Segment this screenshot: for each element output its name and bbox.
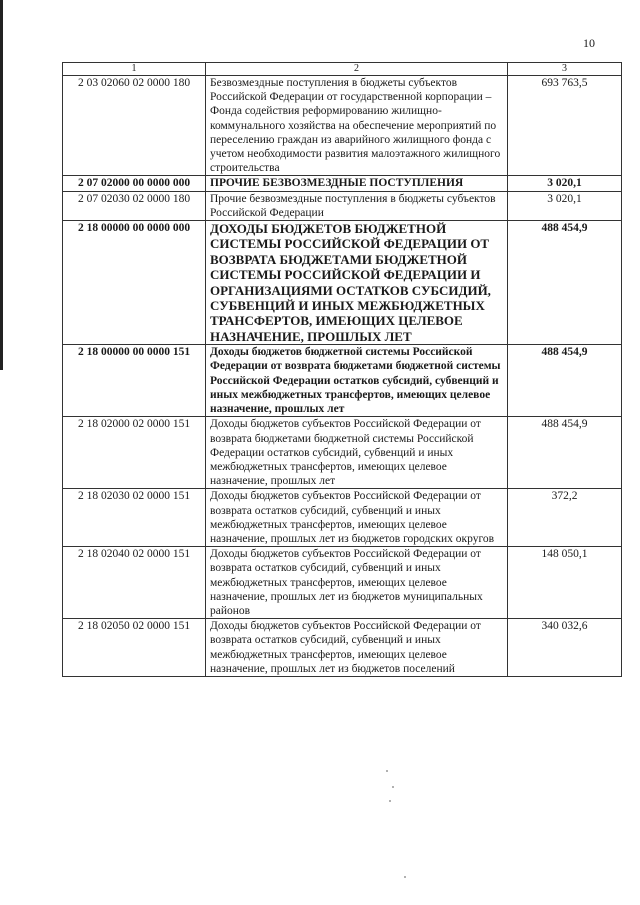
scan-speck xyxy=(392,786,394,788)
item-name-cell: Доходы бюджетов субъектов Российской Федерации от возврата остатков субсидий, субвенций и иных межбюджетных трансфертов, имеющих целевое назначение, прошлых лет из бюджетов муниципальных районов xyxy=(206,547,508,619)
amount-cell: 3 020,1 xyxy=(508,176,622,191)
item-name-cell: Доходы бюджетов субъектов Российской Федерации от возврата остатков субсидий, субвенций и иных межбюджетных трансфертов, имеющих целевое назначение, прошлых лет из бюджетов городских округов xyxy=(206,489,508,547)
revenue-table xyxy=(62,62,622,677)
item-name-cell: Доходы бюджетов субъектов Российской Федерации от возврата бюджетами бюджетной системы Российской Федерации остатков субсидий, субвенций и иных межбюджетных трансфертов, имеющих целевое назначение, прошлых лет xyxy=(206,417,508,489)
budget-code-cell: 2 18 00000 00 0000 000 xyxy=(63,221,206,345)
scan-speck xyxy=(386,770,388,772)
item-name-cell: ПРОЧИЕ БЕЗВОЗМЕЗДНЫЕ ПОСТУПЛЕНИЯ xyxy=(206,176,508,191)
table-row xyxy=(63,619,622,677)
amount-cell: 3 020,1 xyxy=(508,191,622,220)
table-row xyxy=(63,547,622,619)
column-number: 2 xyxy=(206,63,508,76)
scan-edge-mark xyxy=(0,0,3,370)
budget-code-cell: 2 18 02040 02 0000 151 xyxy=(63,547,206,619)
amount-cell: 693 763,5 xyxy=(508,76,622,176)
amount-cell: 488 454,9 xyxy=(508,345,622,417)
table-row xyxy=(63,176,622,191)
item-name-cell: Безвозмездные поступления в бюджеты субъектов Российской Федерации от государственной корпорации – Фонда содействия реформированию жилищно-коммунального хозяйства на обеспечение мероприятий по переселению граждан из аварийного жилищного фонда с учетом необходимости развития малоэтажного жилищного строительства xyxy=(206,76,508,176)
amount-cell: 340 032,6 xyxy=(508,619,622,677)
item-name-cell: Прочие безвозмездные поступления в бюджеты субъектов Российской Федерации xyxy=(206,191,508,220)
table-row xyxy=(63,417,622,489)
table-row xyxy=(63,221,622,345)
budget-code-cell: 2 18 02030 02 0000 151 xyxy=(63,489,206,547)
budget-code-cell: 2 07 02030 02 0000 180 xyxy=(63,191,206,220)
table-row xyxy=(63,76,622,176)
amount-cell: 372,2 xyxy=(508,489,622,547)
budget-code-cell: 2 03 02060 02 0000 180 xyxy=(63,76,206,176)
table-row xyxy=(63,489,622,547)
scan-speck xyxy=(389,800,391,802)
amount-cell: 488 454,9 xyxy=(508,221,622,345)
amount-cell: 148 050,1 xyxy=(508,547,622,619)
table-row xyxy=(63,345,622,417)
scan-speck xyxy=(404,876,406,878)
page-number: 10 xyxy=(583,36,595,50)
budget-code-cell: 2 18 02050 02 0000 151 xyxy=(63,619,206,677)
table-row xyxy=(63,191,622,220)
item-name-cell: Доходы бюджетов бюджетной системы Российской Федерации от возврата бюджетами бюджетной системы Российской Федерации остатков субсидий, субвенций и иных межбюджетных трансфертов, имеющих целевое назначение, прошлых лет xyxy=(206,345,508,417)
item-name-cell: ДОХОДЫ БЮДЖЕТОВ БЮДЖЕТНОЙ СИСТЕМЫ РОССИЙСКОЙ ФЕДЕРАЦИИ ОТ ВОЗВРАТА БЮДЖЕТАМИ БЮДЖЕТНОЙ СИСТЕМЫ РОССИЙСКОЙ ФЕДЕРАЦИИ И ОРГАНИЗАЦИЯМИ ОСТАТКОВ СУБСИДИЙ, СУБВЕНЦИЙ И ИНЫХ МЕЖБЮДЖЕТНЫХ ТРАНСФЕРТОВ, ИМЕЮЩИХ ЦЕЛЕВОЕ НАЗНАЧЕНИЕ, ПРОШЛЫХ ЛЕТ xyxy=(206,221,508,345)
column-number: 1 xyxy=(63,63,206,76)
amount-cell: 488 454,9 xyxy=(508,417,622,489)
budget-code-cell: 2 18 00000 00 0000 151 xyxy=(63,345,206,417)
budget-code-cell: 2 18 02000 02 0000 151 xyxy=(63,417,206,489)
column-number: 3 xyxy=(508,63,622,76)
column-number-row xyxy=(63,63,622,76)
budget-code-cell: 2 07 02000 00 0000 000 xyxy=(63,176,206,191)
item-name-cell: Доходы бюджетов субъектов Российской Федерации от возврата остатков субсидий, субвенций и иных межбюджетных трансфертов, имеющих целевое назначение, прошлых лет из бюджетов поселений xyxy=(206,619,508,677)
